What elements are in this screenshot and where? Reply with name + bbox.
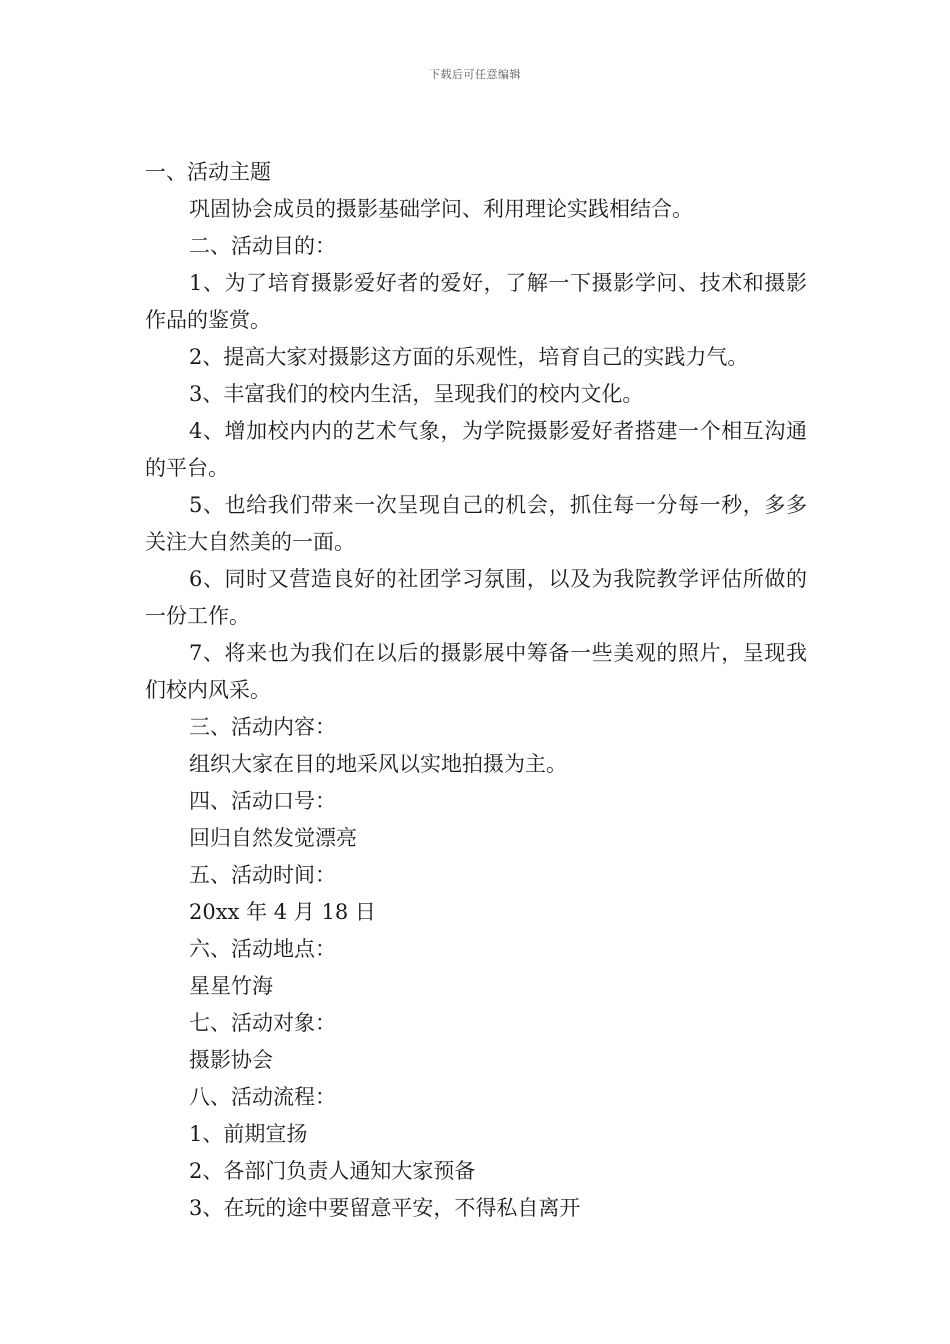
document-body — [145, 154, 807, 1227]
paragraph-content: 组织大家在目的地采风以实地拍摄为主。 — [189, 752, 567, 776]
section-heading-theme: 一、活动主题 — [145, 160, 271, 184]
process-item-1: 1、前期宣扬 — [189, 1122, 308, 1146]
paragraph-slogan: 回归自然发觉漂亮 — [189, 826, 357, 850]
process-item-2: 2、各部门负责人通知大家预备 — [189, 1159, 476, 1183]
section-heading-purpose: 二、活动目的： — [189, 234, 336, 258]
purpose-item-7: 7、将来也为我们在以后的摄影展中筹备一些美观的照片，呈现我们校内风采。 — [145, 641, 807, 702]
paragraph-audience: 摄影协会 — [189, 1048, 273, 1072]
process-item-3: 3、在玩的途中要留意平安，不得私自离开 — [189, 1196, 581, 1220]
header-note: 下载后可任意编辑 — [429, 68, 521, 81]
purpose-item-5: 5、也给我们带来一次呈现自己的机会，抓住每一分每一秒，多多关注大自然美的一面。 — [145, 493, 807, 554]
purpose-item-3: 3、丰富我们的校内生活，呈现我们的校内文化。 — [189, 382, 644, 406]
section-heading-content: 三、活动内容： — [189, 715, 336, 739]
section-heading-time: 五、活动时间： — [189, 863, 336, 887]
purpose-item-4: 4、增加校内内的艺术气象，为学院摄影爱好者搭建一个相互沟通的平台。 — [145, 419, 807, 480]
purpose-item-6: 6、同时又营造良好的社团学习氛围，以及为我院教学评估所做的一份工作。 — [145, 567, 807, 628]
paragraph-location: 星星竹海 — [189, 974, 273, 998]
paragraph-theme: 巩固协会成员的摄影基础学问、利用理论实践相结合。 — [189, 197, 693, 221]
paragraph-time: 20xx 年 4 月 18 日 — [189, 900, 376, 924]
section-heading-process: 八、活动流程： — [189, 1085, 336, 1109]
section-heading-audience: 七、活动对象： — [189, 1011, 336, 1035]
purpose-item-1: 1、为了培育摄影爱好者的爱好，了解一下摄影学问、技术和摄影作品的鉴赏。 — [145, 271, 807, 332]
section-heading-slogan: 四、活动口号： — [189, 789, 336, 813]
section-heading-location: 六、活动地点： — [189, 937, 336, 961]
purpose-item-2: 2、提高大家对摄影这方面的乐观性，培育自己的实践力气。 — [189, 345, 749, 369]
